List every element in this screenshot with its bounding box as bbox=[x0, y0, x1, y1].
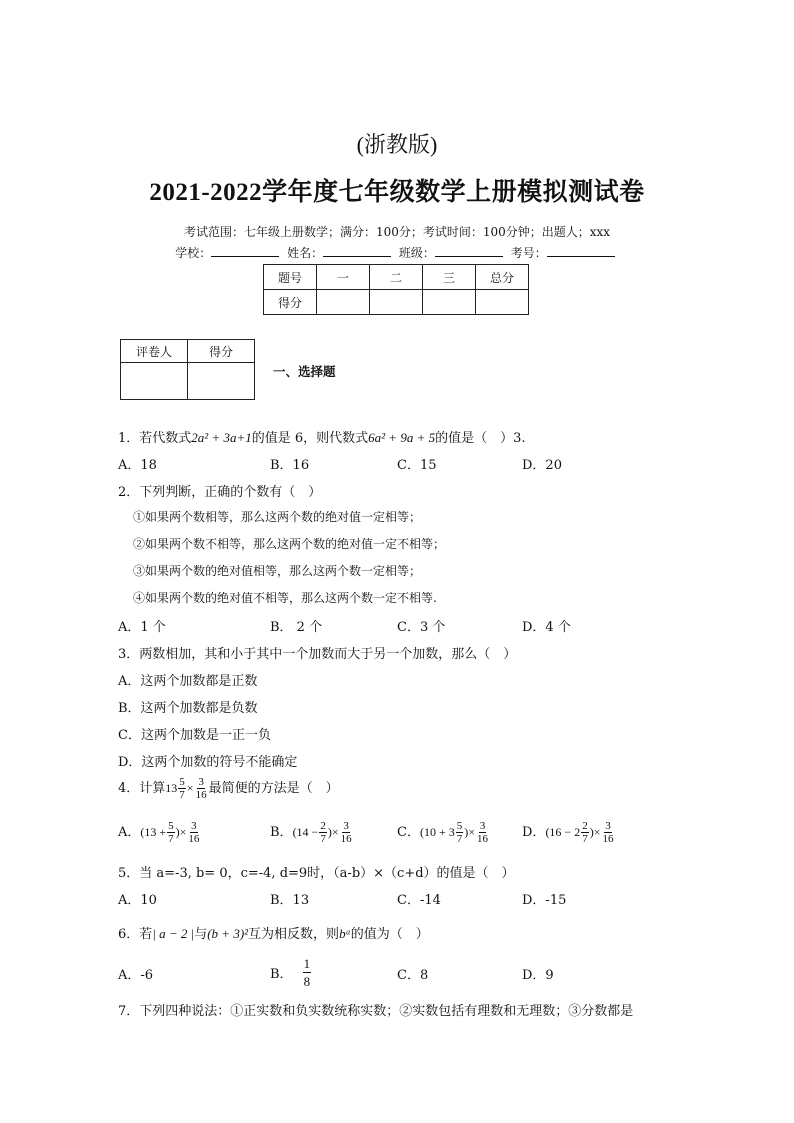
field-class-blank[interactable] bbox=[435, 244, 503, 257]
q4-option-d-label: D． bbox=[522, 825, 546, 840]
q4-option-c-frac bbox=[456, 820, 464, 845]
q4-option-c-frac2 bbox=[476, 820, 489, 845]
score-cell[interactable] bbox=[370, 290, 423, 315]
frac-num: 2 bbox=[582, 820, 588, 832]
q4-option-a[interactable] bbox=[118, 820, 201, 845]
q4-fraction-2-den: 16 bbox=[195, 789, 207, 801]
q1-mid: 的值是 6，则代数式 bbox=[251, 431, 369, 446]
score-header-cell: 题号 bbox=[264, 265, 317, 290]
q5-option-a[interactable]: A．10 bbox=[118, 893, 157, 908]
q2-statement-2: ②如果两个数不相等，那么这两个数的绝对值一定不相等； bbox=[133, 537, 446, 551]
question-5: 5．当 a=-3, b= 0，c=-4, d=9时，（a-b）×（c+d）的值是（ ） bbox=[118, 866, 515, 881]
frac-num: 5 bbox=[456, 820, 463, 832]
grader-input-row bbox=[121, 363, 255, 400]
field-id-label: 考号： bbox=[510, 246, 547, 260]
q1-option-d[interactable]: D．20 bbox=[522, 458, 562, 473]
q4-times: × bbox=[186, 781, 194, 795]
grader-cell[interactable] bbox=[121, 363, 188, 400]
grader-table bbox=[120, 339, 255, 400]
frac-num: 2 bbox=[320, 820, 326, 832]
q4-option-c-mid: )× bbox=[464, 825, 475, 839]
q2-statement-1: ①如果两个数相等，那么这两个数的绝对值一定相等； bbox=[133, 510, 422, 524]
score-cell[interactable] bbox=[423, 290, 476, 315]
q6-option-d[interactable]: D．9 bbox=[522, 968, 554, 983]
q6-mid1: 与 bbox=[194, 927, 208, 942]
q5-option-c[interactable]: C．-14 bbox=[397, 893, 441, 908]
frac-num: 3 bbox=[479, 820, 486, 832]
q6-option-b[interactable] bbox=[270, 955, 312, 990]
frac-den: 16 bbox=[188, 833, 200, 845]
q4-option-c-label: C． bbox=[397, 825, 420, 840]
q2-statement-4: ④如果两个数的绝对值不相等，那么这两个数一定不相等. bbox=[133, 591, 437, 605]
q2-option-d[interactable]: D．4 个 bbox=[522, 620, 571, 635]
score-table-header-row bbox=[264, 265, 529, 290]
q2-option-b[interactable]: B． 2 个 bbox=[270, 620, 323, 635]
q1-expr2: 6a² + 9a + 5 bbox=[368, 430, 436, 445]
q4-option-a-frac bbox=[167, 820, 175, 845]
q2-option-c[interactable]: C．3 个 bbox=[397, 620, 446, 635]
q4-option-b-frac2 bbox=[340, 820, 353, 845]
q1-expr1: 2a² + 3a+1 bbox=[191, 430, 252, 445]
score-header-cell: 一 bbox=[317, 265, 370, 290]
field-class-label: 班级： bbox=[398, 246, 435, 260]
grader-header-cell: 评卷人 bbox=[121, 340, 188, 363]
score-table-score-row bbox=[264, 290, 529, 315]
q1-num: 1． bbox=[118, 431, 140, 446]
q4-option-b-frac bbox=[319, 820, 327, 845]
q6-expr-power: bᵃ bbox=[339, 926, 351, 941]
q6-post: 的值为（ ） bbox=[350, 927, 429, 942]
q5-option-b[interactable]: B．13 bbox=[270, 893, 310, 908]
q3-option-c[interactable]: C．这两个加数是一正一负 bbox=[118, 728, 271, 743]
score-cell[interactable] bbox=[317, 290, 370, 315]
q4-option-a-mid: )× bbox=[175, 825, 187, 839]
q4-fraction-2 bbox=[195, 776, 208, 801]
frac-den: 7 bbox=[320, 833, 326, 845]
frac-num: 3 bbox=[191, 820, 197, 832]
q4-num: 4．计算 bbox=[118, 781, 166, 796]
q4-fraction-1-den: 7 bbox=[179, 789, 185, 801]
score-cell[interactable] bbox=[476, 290, 529, 315]
q3-option-b[interactable]: B．这两个加数都是负数 bbox=[118, 701, 258, 716]
score-table bbox=[263, 264, 529, 315]
frac-den: 16 bbox=[340, 833, 352, 845]
q4-option-d-frac2 bbox=[601, 820, 614, 845]
q4-option-a-label: A． bbox=[118, 825, 141, 840]
q4-fraction-1 bbox=[178, 776, 186, 801]
score-header-cell: 二 bbox=[370, 265, 423, 290]
exam-subtitle: (浙教版) bbox=[356, 132, 438, 157]
question-7: 7．下列四种说法：①正实数和负实数统称实数；②实数包括有理数和无理数；③分数都是 bbox=[118, 1004, 634, 1019]
field-id-blank[interactable] bbox=[547, 244, 615, 257]
q4-option-b-mid: )× bbox=[327, 825, 339, 839]
q6-mid2: 互为相反数，则 bbox=[248, 927, 340, 942]
frac-den: 7 bbox=[168, 833, 174, 845]
score-header-cell: 总分 bbox=[476, 265, 529, 290]
frac-den: 7 bbox=[456, 833, 463, 845]
score-row-label: 得分 bbox=[264, 290, 317, 315]
q4-option-d-frac bbox=[581, 820, 589, 845]
q6-expr-abs: | a − 2 | bbox=[152, 926, 195, 941]
frac-num: 3 bbox=[343, 820, 349, 832]
q4-option-a-frac2 bbox=[187, 820, 200, 845]
q4-option-d[interactable] bbox=[522, 820, 615, 845]
question-6 bbox=[118, 923, 429, 942]
q6-option-b-frac bbox=[303, 955, 312, 990]
grader-header-row bbox=[121, 340, 255, 363]
frac-den: 8 bbox=[303, 974, 311, 989]
question-4 bbox=[118, 776, 339, 801]
q4-post: 最简便的方法是（ ） bbox=[208, 781, 339, 796]
q6-expr-square: (b + 3)² bbox=[207, 926, 249, 941]
frac-num: 1 bbox=[303, 956, 311, 971]
grader-cell[interactable] bbox=[188, 363, 255, 400]
field-school-blank[interactable] bbox=[211, 244, 279, 257]
q6-option-b-label: B． bbox=[270, 967, 293, 982]
q4-option-b-pre: (14 − bbox=[292, 825, 319, 839]
section-heading: 一、选择题 bbox=[273, 364, 336, 379]
frac-den: 7 bbox=[582, 833, 588, 845]
q4-option-c-pre: (10 + 3 bbox=[419, 825, 455, 839]
student-fields bbox=[0, 244, 794, 261]
q4-option-a-pre: (13 + bbox=[140, 825, 167, 839]
q4-whole: 13 bbox=[165, 781, 178, 795]
q4-option-d-mid: )× bbox=[589, 825, 601, 839]
q4-fraction-2-num: 3 bbox=[198, 776, 204, 788]
q6-pre: 6．若 bbox=[118, 927, 153, 942]
q6-option-c[interactable]: C．8 bbox=[397, 968, 429, 983]
q2-statement-3: ③如果两个数的绝对值相等，那么这两个数一定相等； bbox=[133, 564, 422, 578]
q1-post: 的值是（ ）3. bbox=[435, 431, 526, 446]
exam-info: 考试范围：七年级上册数学；满分：100分；考试时间：100分钟；出题人；xxx bbox=[183, 225, 611, 239]
q3-option-a[interactable]: A．这两个加数都是正数 bbox=[118, 674, 258, 689]
field-name-label: 姓名： bbox=[287, 246, 324, 260]
field-name-blank[interactable] bbox=[323, 244, 391, 257]
q4-option-c[interactable] bbox=[397, 820, 490, 845]
question-1 bbox=[118, 427, 526, 446]
grader-header-cell: 得分 bbox=[188, 340, 255, 363]
exam-title: 2021-2022学年度七年级数学上册模拟测试卷 bbox=[149, 179, 645, 206]
frac-num: 5 bbox=[168, 820, 174, 832]
q1-pre: 若代数式 bbox=[139, 431, 192, 446]
q4-option-b-label: B． bbox=[270, 825, 293, 840]
score-header-cell: 三 bbox=[423, 265, 476, 290]
q4-option-d-pre: (16 − 2 bbox=[545, 825, 581, 839]
field-school-label: 学校： bbox=[175, 246, 212, 260]
q3-option-d[interactable]: D．这两个加数的符号不能确定 bbox=[118, 755, 298, 770]
frac-num: 3 bbox=[605, 820, 611, 832]
q4-option-b[interactable] bbox=[270, 820, 354, 845]
q1-option-b[interactable]: B．16 bbox=[270, 458, 310, 473]
q6-option-a[interactable]: A．-6 bbox=[118, 968, 154, 983]
frac-den: 16 bbox=[602, 833, 614, 845]
q1-option-c[interactable]: C．15 bbox=[397, 458, 437, 473]
question-2: 2．下列判断，正确的个数有（ ） bbox=[118, 485, 322, 500]
question-3: 3．两数相加，其和小于其中一个加数而大于另一个加数，那么（ ） bbox=[118, 647, 517, 662]
q4-fraction-1-num: 5 bbox=[179, 776, 185, 788]
q1-option-a[interactable]: A．18 bbox=[118, 458, 157, 473]
frac-den: 16 bbox=[476, 833, 488, 845]
q5-option-d[interactable]: D．-15 bbox=[522, 893, 567, 908]
q2-option-a[interactable]: A．1 个 bbox=[118, 620, 166, 635]
